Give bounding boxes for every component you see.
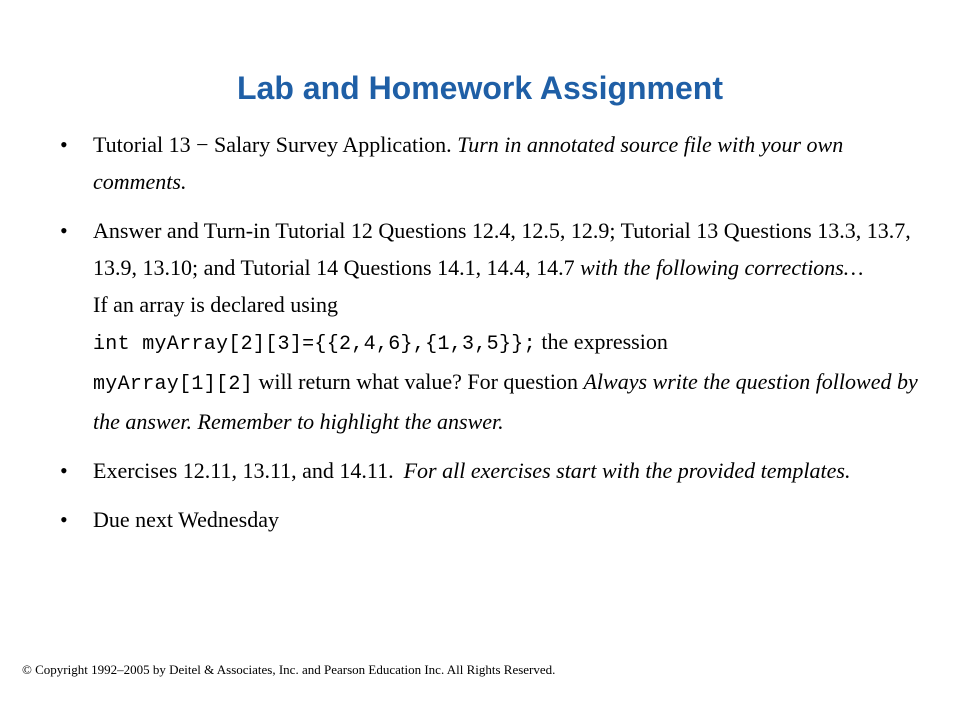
bullet-item-questions — [60, 212, 920, 440]
code-array-access: myArray[1][2] — [93, 373, 253, 396]
bullet-list — [60, 126, 920, 550]
instruction-italic-text: Always write the question followed by the answer. Remember to highlight the answer. — [93, 369, 918, 434]
bullet-italic-text: with the following corrections… — [580, 255, 864, 280]
expression-text: the expression — [535, 329, 668, 354]
question-text: will return what value? For question — [252, 369, 584, 394]
bullet-dot-icon: • — [60, 218, 68, 243]
bullet-item-due-date — [60, 501, 920, 538]
code-array-declaration: int myArray[2][3]={{2,4,6},{1,3,5}}; — [93, 333, 536, 356]
bullet-dot-icon: • — [60, 132, 68, 157]
bullet-item-exercises — [60, 452, 920, 489]
slide-title: Lab and Homework Assignment — [237, 70, 723, 106]
bullet-italic-text: For all exercises start with the provided templates. — [403, 458, 851, 483]
bullet-text: Exercises 12.11, 13.11, and 14.11. — [93, 458, 394, 483]
bullet-text: Tutorial 13 − Salary Survey Application. — [93, 132, 458, 157]
bullet-text: Answer and Turn-in Tutorial 12 Questions 12.4, 12.5, 12.9; Tutorial 13 Questions 13.3, 13.7, 13.9, 13.10; and Tutorial 14 Questions 14.1, 14.4, 14.7 — [93, 218, 911, 280]
bullet-item-tutorial-13 — [60, 126, 920, 200]
array-declaration-intro: If an array is declared using — [93, 292, 338, 317]
bullet-text: Due next Wednesday — [93, 507, 279, 532]
bullet-dot-icon: • — [60, 458, 68, 483]
bullet-dot-icon: • — [60, 507, 68, 532]
bullet-italic-text: Turn in annotated source file with your own comments. — [93, 132, 844, 194]
copyright-footer: © Copyright 1992–2005 by Deitel & Associates, Inc. and Pearson Education Inc. All Rights Reserved. — [22, 662, 556, 677]
